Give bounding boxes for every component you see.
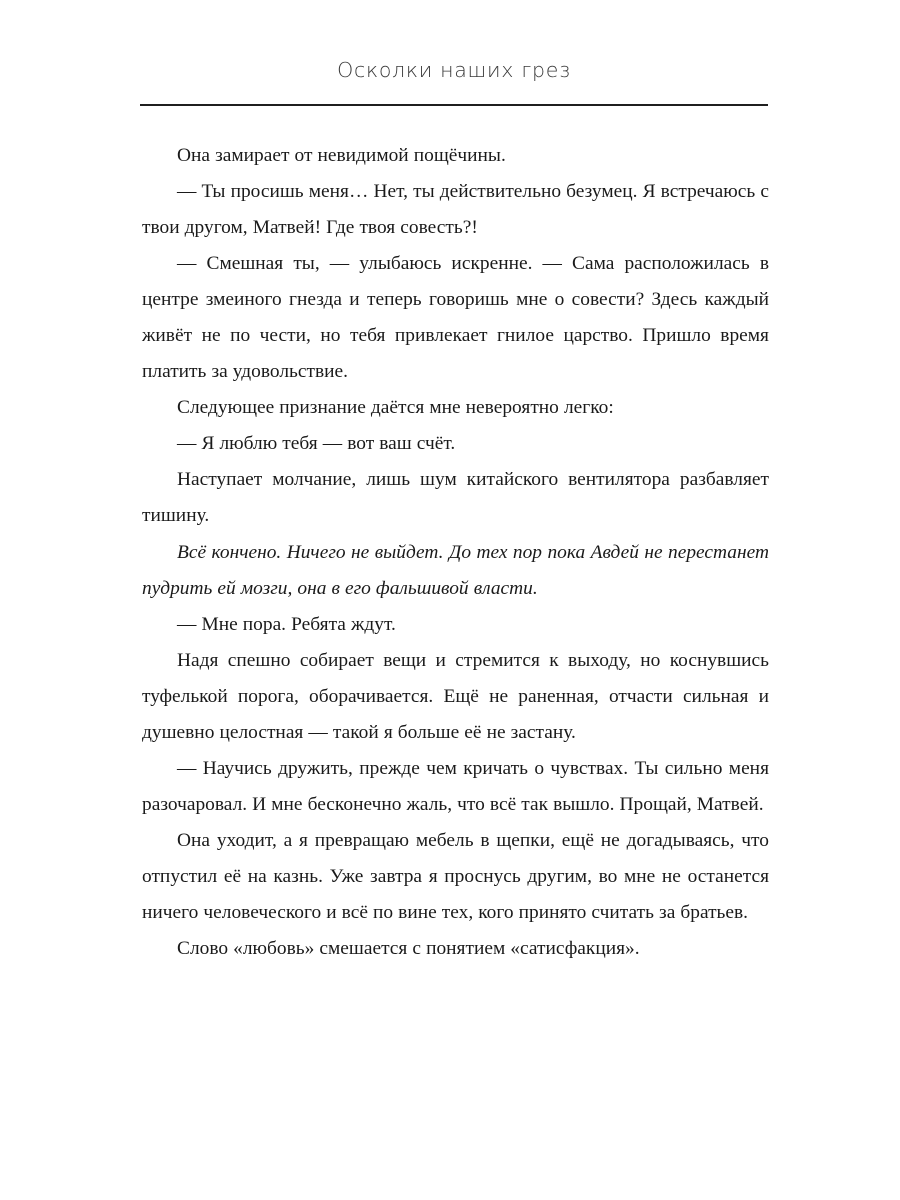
running-head-title: Осколки наших грез (337, 58, 571, 82)
paragraph: Слово «любовь» смешается с понятием «сатисфакция». (177, 938, 640, 960)
body-text-block (142, 138, 769, 967)
paragraph: Она уходит, а я превращаю мебель в щепки, ещё не догадываясь, что отпустил её на казнь. Уже завтра я проснусь другим, во мне не останется ничего человеческого и всё по вине тех, кого принято считать за братьев. (142, 829, 769, 923)
paragraph-inner-thought: Всё кончено. Ничего не выйдет. До тех пор пока Авдей не перестанет пудрить ей мозги, она в его фальшивой власти. (142, 541, 769, 599)
paragraph-dialogue: — Ты просишь меня… Нет, ты действительно безумец. Я встречаюсь с твои другом, Матвей! Где твоя совесть?! (142, 181, 769, 239)
paragraph: Наступает молчание, лишь шум китайского вентилятора разбавляет тишину. (142, 469, 769, 527)
paragraph-dialogue: — Я люблю тебя — вот ваш счёт. (177, 433, 456, 455)
paragraph: Она замирает от невидимой пощёчины. (177, 145, 506, 166)
paragraph-dialogue: — Мне пора. Ребята ждут. (177, 613, 396, 635)
paragraph: Следующее признание даётся мне невероятно легко: (177, 397, 614, 419)
paragraph-dialogue: — Смешная ты, — улыбаюсь искренне. — Сама расположилась в центре змеиного гнезда и теперь говоришь мне о совести? Здесь каждый живёт не по чести, но тебя привлекает гнилое царство. Пришло время платить за удовольствие. (142, 253, 769, 383)
header-divider-rule (140, 104, 768, 106)
paragraph: Надя спешно собирает вещи и стремится к выходу, но коснувшись туфелькой порога, оборачивается. Ещё не раненная, отчасти сильная и душевно целостная — такой я больше её не застану. (142, 649, 769, 743)
paragraph-dialogue: — Научись дружить, прежде чем кричать о чувствах. Ты сильно меня разочаровал. И мне бесконечно жаль, что всё так вышло. Прощай, Матвей. (142, 757, 769, 815)
